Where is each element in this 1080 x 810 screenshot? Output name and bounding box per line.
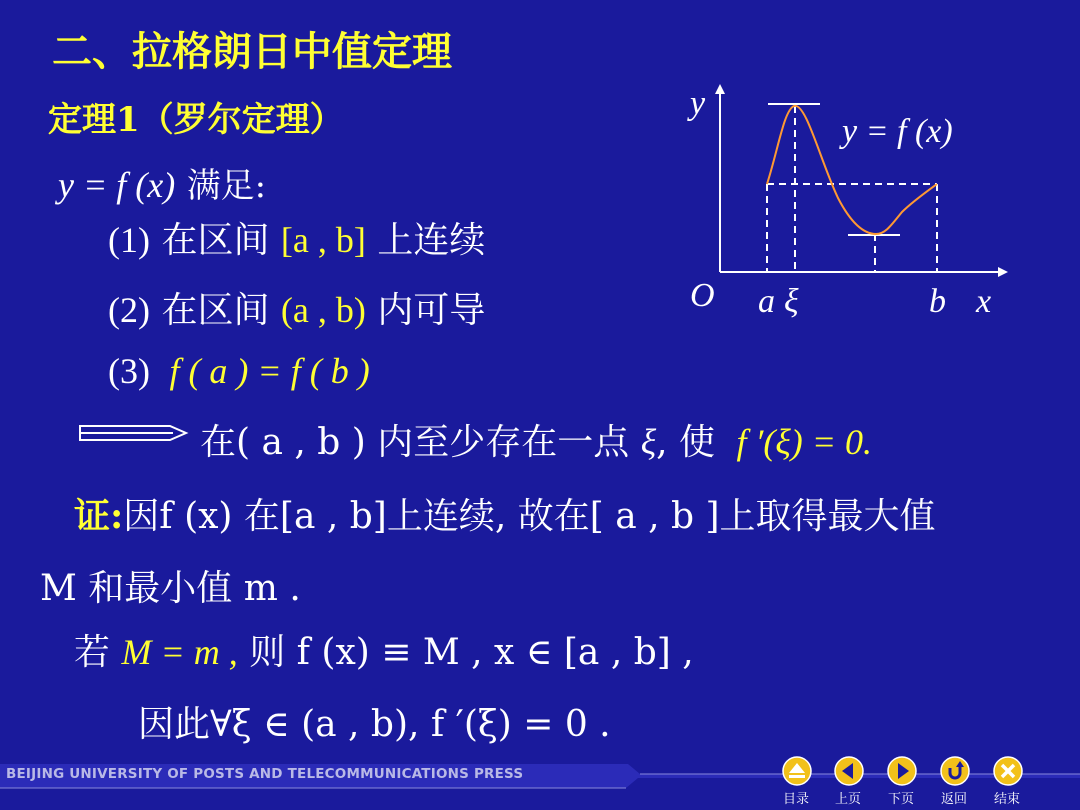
condition-intro-text: 满足: <box>186 166 267 206</box>
condition-2-tail: 内可导 <box>377 290 486 331</box>
y-axis-label: y <box>690 85 706 122</box>
x-axis-arrow-icon <box>998 267 1008 277</box>
nav-label-return[interactable]: 返回 <box>941 792 968 807</box>
nav-next-button[interactable] <box>887 756 917 786</box>
condition-1-tail: 上连续 <box>377 220 486 261</box>
proof-line-2: M 和最小值 m . <box>40 568 301 609</box>
close-icon <box>993 756 1023 786</box>
conclusion-expression: f ′(ξ) = 0. <box>736 422 873 462</box>
condition-intro <box>58 158 266 207</box>
condition-1-text: 在区间 <box>161 220 270 261</box>
origin-label: O <box>690 277 715 314</box>
nav-label-contents[interactable]: 目录 <box>783 792 810 807</box>
proof-line-4: 因此∀ξ ∈ (a , b), f ′(ξ) = 0 . <box>138 704 611 745</box>
condition-3-number: (3) <box>108 351 150 391</box>
eject-icon <box>782 756 812 786</box>
x-axis-label: x <box>976 283 992 320</box>
proof-line-1-text: 因f (x) 在[a , b]上连续, 故在[ a , b ]上取得最大值 <box>123 496 936 537</box>
condition-1-interval: [a , b] <box>280 220 366 260</box>
return-icon <box>940 756 970 786</box>
implies-arrow-icon <box>78 420 190 446</box>
condition-3 <box>108 350 370 392</box>
arrow-right-icon <box>887 756 917 786</box>
conclusion-mid: , 使 <box>656 422 716 463</box>
arrow-left-icon <box>834 756 864 786</box>
nav-label-prev[interactable]: 上页 <box>835 792 862 807</box>
condition-2 <box>108 282 485 333</box>
proof-line-1 <box>74 488 936 539</box>
proof-line-3 <box>74 624 694 675</box>
a-label: a <box>758 283 775 320</box>
condition-3-expression: f ( a ) = f ( b ) <box>169 351 370 391</box>
proof-line-3-condition: M = m , <box>121 632 238 672</box>
conclusion-xi: ξ <box>640 422 657 462</box>
conclusion <box>200 414 872 465</box>
nav-prev-button[interactable] <box>834 756 864 786</box>
proof-line-3-text: 则 f (x) ≡ M , x ∈ [a , b] , <box>249 632 694 673</box>
nav-return-button[interactable] <box>940 756 970 786</box>
proof-label: 证: <box>74 495 124 537</box>
condition-2-number: (2) <box>108 290 150 330</box>
condition-1 <box>108 212 485 263</box>
condition-2-interval: (a , b) <box>280 290 366 330</box>
condition-2-text: 在区间 <box>161 290 270 331</box>
b-label: b <box>929 283 946 320</box>
proof-line-3-prefix: 若 <box>74 632 111 673</box>
nav-home-button[interactable] <box>782 756 812 786</box>
nav-label-next[interactable]: 下页 <box>888 792 915 807</box>
conclusion-text: 在( a , b ) 内至少存在一点 <box>200 422 630 463</box>
rolle-graph <box>680 80 1010 330</box>
theorem-label: 定理1（罗尔定理） <box>48 100 344 140</box>
y-axis-arrow-icon <box>715 84 725 94</box>
function-expression: y = f (x) <box>58 165 176 205</box>
curve-label: y = f (x) <box>842 113 953 150</box>
nav-end-button[interactable] <box>993 756 1023 786</box>
xi-label: ξ <box>784 283 799 320</box>
nav-label-end[interactable]: 结束 <box>994 792 1021 807</box>
publisher-text: BEIJING UNIVERSITY OF POSTS AND TELECOMMUNICATIONS PRESS <box>6 766 524 782</box>
condition-1-number: (1) <box>108 220 150 260</box>
page-title: 二、拉格朗日中值定理 <box>52 28 452 75</box>
